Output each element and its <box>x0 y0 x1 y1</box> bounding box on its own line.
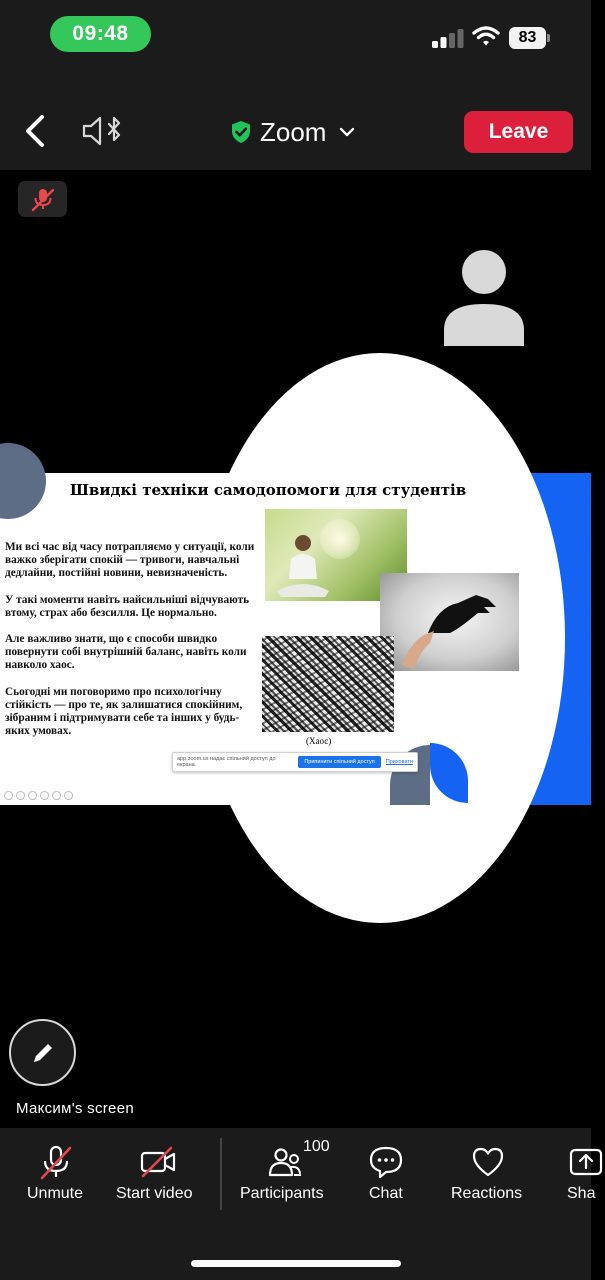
annotate-button[interactable] <box>9 1019 76 1086</box>
participants-label: Participants <box>240 1185 324 1202</box>
status-time: 09:48 <box>50 16 151 52</box>
battery-level: 83 <box>509 27 546 49</box>
start-video-button[interactable] <box>112 1128 220 1218</box>
share-button[interactable] <box>560 1128 596 1218</box>
reactions-button[interactable] <box>440 1128 540 1218</box>
slide-control-dot[interactable] <box>16 791 25 800</box>
wifi-icon <box>472 25 500 47</box>
slide-control-dot[interactable] <box>64 791 73 800</box>
meeting-toolbar <box>0 1128 596 1280</box>
battery-indicator <box>509 27 551 49</box>
meeting-title[interactable] <box>230 115 356 149</box>
muted-mic-icon <box>38 1144 74 1180</box>
hide-banner-link[interactable]: Приховати <box>385 759 413 765</box>
slide-control-dot[interactable] <box>52 791 61 800</box>
chaos-image-texture <box>262 636 394 732</box>
slide-paragraph: Сьогодні ми поговоримо про психологічну стійкість — про те, як залишатися спокійним, зібраним і підтримувати себе та інших у будь-яких умовах. <box>5 685 243 738</box>
app-title: Zoom <box>260 116 327 147</box>
muted-status-badge <box>18 181 67 217</box>
unmute-button[interactable] <box>0 1128 112 1218</box>
pencil-icon <box>28 1038 58 1068</box>
chaos-caption: (Хаос) <box>306 736 332 746</box>
participants-icon <box>267 1144 303 1180</box>
cellular-signal-icon <box>432 28 464 48</box>
reactions-label: Reactions <box>451 1185 523 1202</box>
shadow-monster-figure <box>380 573 519 671</box>
slide-body-text <box>5 541 257 751</box>
heart-icon <box>470 1144 506 1180</box>
slide-control-dot[interactable] <box>4 791 13 800</box>
share-label: Sha <box>567 1185 596 1202</box>
encryption-shield-icon <box>230 120 252 144</box>
chaos-image <box>262 636 394 732</box>
participant-avatar-icon <box>440 248 528 346</box>
battery-tip <box>547 34 550 42</box>
slide-control-dot[interactable] <box>40 791 49 800</box>
status-bar <box>0 0 591 80</box>
chat-label: Chat <box>369 1185 403 1202</box>
stop-sharing-button[interactable]: Припинити спільний доступ <box>298 756 380 768</box>
chevron-down-icon <box>338 125 356 139</box>
chat-button[interactable] <box>346 1128 426 1218</box>
video-off-icon <box>140 1144 176 1180</box>
unmute-label: Unmute <box>27 1185 84 1202</box>
meeting-header <box>0 80 591 170</box>
muted-mic-icon <box>30 186 56 212</box>
leave-button[interactable]: Leave <box>464 111 573 153</box>
back-chevron-icon[interactable] <box>20 113 52 149</box>
slide-title: Швидкі техніки самодопомоги для студентів <box>69 481 467 499</box>
speaker-bluetooth-icon[interactable] <box>80 114 128 148</box>
share-banner-text: app.zoom.us надає спільний доступ до екрана. <box>177 756 276 768</box>
toolbar-divider <box>220 1138 222 1210</box>
slide-controls <box>4 791 73 800</box>
home-indicator[interactable] <box>191 1260 401 1267</box>
slide-paragraph: Ми всі час від часу потрапляємо у ситуації, коли важко зберігати спокій — тривоги, навчальні дедлайни, постійні новини, невизначеність. <box>5 541 255 580</box>
slide-paragraph: У такі моменти навіть найсильніші відчувають втому, страх або безсилля. Це нормально. <box>5 593 250 619</box>
participants-count-badge: 100 <box>303 1138 330 1155</box>
shadow-puppet-image <box>380 573 519 671</box>
screen-share-banner <box>172 752 418 772</box>
shared-screen-label: Максим's screen <box>16 1100 134 1117</box>
slide-control-dot[interactable] <box>28 791 37 800</box>
share-screen-icon <box>569 1144 605 1180</box>
shared-screen-slide[interactable] <box>0 473 591 805</box>
start-video-label: Start video <box>116 1185 193 1202</box>
chat-icon <box>368 1144 404 1180</box>
slide-paragraph: Але важливо знати, що є способи швидко повернути собі внутрішній баланс, навіть коли навколо хаос. <box>5 633 247 672</box>
